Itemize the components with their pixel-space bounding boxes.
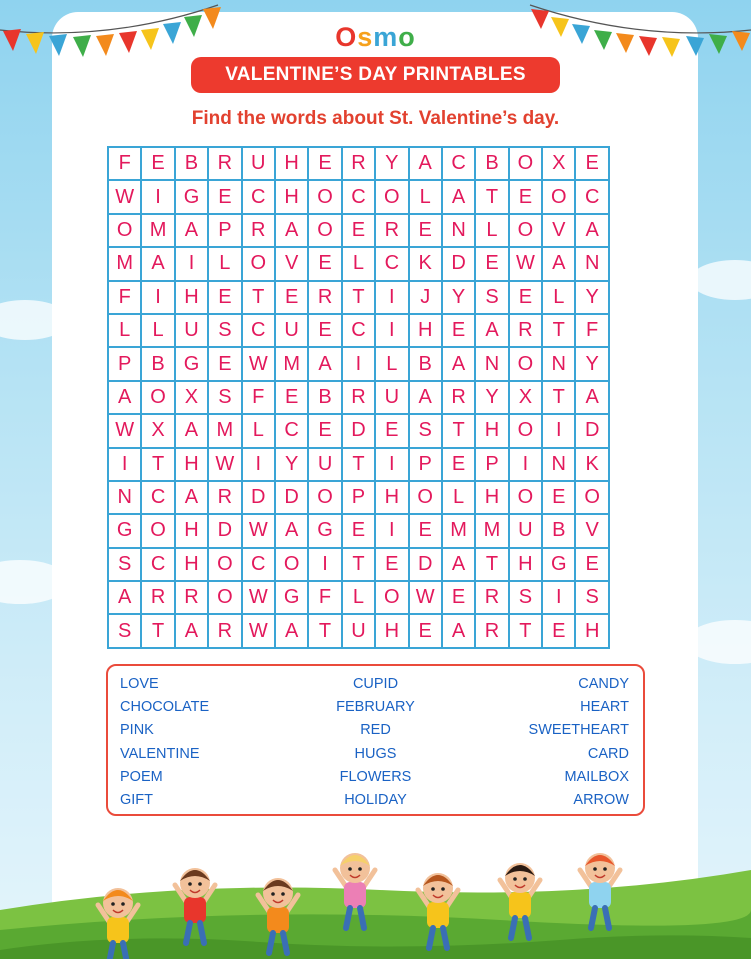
grid-cell: W (109, 415, 142, 448)
grid-cell: O (510, 348, 543, 381)
grid-cell: E (410, 215, 443, 248)
grid-cell: E (443, 315, 476, 348)
grid-cell: X (510, 382, 543, 415)
grid-cell: D (343, 415, 376, 448)
grid-cell: E (276, 382, 309, 415)
grid-cell: R (343, 382, 376, 415)
grid-cell: E (443, 582, 476, 615)
grid-cell: M (443, 515, 476, 548)
instructions: Find the words about St. Valentine’s day. (191, 108, 560, 129)
grid-cell: E (343, 515, 376, 548)
grid-cell: L (243, 415, 276, 448)
grid-cell: A (176, 215, 209, 248)
grid-cell: N (476, 348, 509, 381)
grid-cell: B (476, 148, 509, 181)
grid-cell: I (543, 415, 576, 448)
grid-cell: G (276, 582, 309, 615)
word-list-item: GIFT (120, 792, 154, 808)
grid-cell: H (276, 181, 309, 214)
word-list-item: FEBRUARY (336, 699, 415, 716)
grid-cell: Y (576, 348, 609, 381)
grid-cell: E (510, 282, 543, 315)
grid-cell: N (443, 215, 476, 248)
grid-cell: L (109, 315, 142, 348)
grid-cell: D (243, 482, 276, 515)
grid-cell: I (543, 582, 576, 615)
grid-cell: A (576, 382, 609, 415)
osmo-logo (0, 22, 751, 53)
grid-cell: Y (376, 148, 409, 181)
grid-cell: W (109, 181, 142, 214)
grid-cell: H (410, 315, 443, 348)
grid-cell: T (142, 615, 175, 648)
grid-cell: X (176, 382, 209, 415)
grid-cell: X (142, 415, 175, 448)
grid-cell: O (209, 582, 242, 615)
grid-cell: R (209, 615, 242, 648)
grid-cell: B (142, 348, 175, 381)
grid-cell: L (343, 248, 376, 281)
grid-cell: H (176, 282, 209, 315)
word-list-item: MAILBOX (564, 768, 629, 785)
grid-cell: C (142, 549, 175, 582)
grid-cell: M (209, 415, 242, 448)
grid-cell: S (209, 315, 242, 348)
grid-cell: A (176, 615, 209, 648)
grid-cell: H (176, 515, 209, 548)
grid-cell: M (276, 348, 309, 381)
grid-cell: C (276, 415, 309, 448)
word-list-item: ARROW (573, 792, 629, 808)
grid-cell: L (443, 482, 476, 515)
grid-cell: I (376, 315, 409, 348)
grid-cell: C (343, 315, 376, 348)
grid-cell: S (109, 615, 142, 648)
grid-cell: Y (576, 282, 609, 315)
word-list-item: HEART (580, 699, 629, 716)
grid-cell: Y (476, 382, 509, 415)
grid-cell: R (443, 382, 476, 415)
grid-cell: D (209, 515, 242, 548)
grid-cell: C (243, 549, 276, 582)
grid-cell: O (376, 582, 409, 615)
grid-cell: E (309, 248, 342, 281)
grid-cell: W (410, 582, 443, 615)
grid-cell: O (510, 148, 543, 181)
grid-cell: I (510, 449, 543, 482)
grid-cell: V (543, 215, 576, 248)
grid-cell: A (176, 482, 209, 515)
grid-cell: R (476, 615, 509, 648)
word-list-item: FLOWERS (339, 768, 412, 785)
grid-cell: E (576, 549, 609, 582)
grid-cell: O (109, 215, 142, 248)
grid-cell: E (543, 615, 576, 648)
grid-cell: A (142, 248, 175, 281)
grid-cell: I (376, 449, 409, 482)
grid-cell: W (243, 582, 276, 615)
grid-cell: I (142, 181, 175, 214)
grid-cell: E (510, 181, 543, 214)
grid-cell: R (309, 282, 342, 315)
word-list-item: CARD (587, 745, 629, 762)
grid-cell: I (376, 282, 409, 315)
grid-cell: E (309, 415, 342, 448)
word-list-item: CANDY (578, 676, 629, 692)
word-list (106, 664, 645, 816)
grid-cell: M (476, 515, 509, 548)
grid-cell: O (543, 181, 576, 214)
grid-cell: I (109, 449, 142, 482)
grid-cell: D (576, 415, 609, 448)
grid-cell: R (476, 582, 509, 615)
word-search-grid (107, 146, 610, 649)
grid-cell: T (543, 315, 576, 348)
grid-cell: O (142, 515, 175, 548)
grid-cell: E (410, 515, 443, 548)
grid-cell: H (276, 148, 309, 181)
grid-cell: A (443, 549, 476, 582)
grid-cell: G (176, 348, 209, 381)
grid-cell: T (343, 549, 376, 582)
grid-cell: R (510, 315, 543, 348)
grid-cell: C (243, 315, 276, 348)
grid-cell: K (576, 449, 609, 482)
cloud (690, 260, 751, 300)
grid-cell: R (343, 148, 376, 181)
logo-letter: m (373, 22, 399, 52)
grid-cell: F (109, 148, 142, 181)
grid-cell: O (410, 482, 443, 515)
word-list-item: SWEETHEART (528, 722, 629, 739)
grid-cell: O (510, 215, 543, 248)
word-list-item: VALENTINE (120, 745, 200, 762)
grid-cell: C (376, 248, 409, 281)
page-title-banner: VALENTINE’S DAY PRINTABLES (191, 57, 560, 93)
grid-cell: R (176, 582, 209, 615)
grid-cell: U (276, 315, 309, 348)
word-list-item: HUGS (354, 745, 397, 762)
grid-cell: C (343, 181, 376, 214)
grid-cell: O (309, 482, 342, 515)
grid-cell: A (309, 348, 342, 381)
grid-cell: D (443, 248, 476, 281)
grid-cell: L (142, 315, 175, 348)
grid-cell: U (176, 315, 209, 348)
grid-cell: G (176, 181, 209, 214)
grid-cell: U (243, 148, 276, 181)
grid-cell: L (543, 282, 576, 315)
grid-cell: I (243, 449, 276, 482)
grid-cell: J (410, 282, 443, 315)
grid-cell: F (576, 315, 609, 348)
grid-cell: P (476, 449, 509, 482)
grid-cell: A (276, 215, 309, 248)
grid-cell: G (543, 549, 576, 582)
grid-cell: E (476, 248, 509, 281)
grid-cell: A (176, 415, 209, 448)
grid-cell: R (243, 215, 276, 248)
grid-cell: S (410, 415, 443, 448)
grid-cell: E (576, 148, 609, 181)
grid-cell: C (443, 148, 476, 181)
grid-cell: T (476, 181, 509, 214)
grid-cell: R (209, 148, 242, 181)
grid-cell: T (510, 615, 543, 648)
grid-cell: E (376, 415, 409, 448)
grid-cell: W (243, 515, 276, 548)
grid-cell: B (543, 515, 576, 548)
meadow-scene (0, 820, 751, 959)
grid-cell: T (443, 415, 476, 448)
grid-cell: E (376, 549, 409, 582)
grid-cell: E (410, 615, 443, 648)
word-list-item: LOVE (120, 676, 159, 692)
grid-cell: P (410, 449, 443, 482)
grid-cell: O (576, 482, 609, 515)
grid-cell: T (476, 549, 509, 582)
grid-cell: D (276, 482, 309, 515)
grid-cell: E (443, 449, 476, 482)
grid-cell: U (343, 615, 376, 648)
grid-cell: A (276, 515, 309, 548)
grid-cell: E (209, 348, 242, 381)
grid-cell: E (309, 315, 342, 348)
grid-cell: I (376, 515, 409, 548)
grid-cell: M (109, 248, 142, 281)
grid-cell: K (410, 248, 443, 281)
grid-cell: T (309, 615, 342, 648)
grid-cell: S (476, 282, 509, 315)
grid-cell: U (510, 515, 543, 548)
grid-cell: A (410, 148, 443, 181)
grid-cell: O (376, 181, 409, 214)
grid-cell: A (476, 315, 509, 348)
grid-cell: F (109, 282, 142, 315)
word-list-item: CUPID (352, 676, 399, 692)
grid-cell: E (209, 181, 242, 214)
grid-cell: A (443, 181, 476, 214)
grid-cell: D (410, 549, 443, 582)
grid-cell: X (543, 148, 576, 181)
grid-cell: H (476, 415, 509, 448)
grid-cell: H (376, 482, 409, 515)
grid-cell: I (176, 248, 209, 281)
grid-cell: H (176, 449, 209, 482)
grid-cell: L (376, 348, 409, 381)
grid-cell: H (476, 482, 509, 515)
grid-cell: A (543, 248, 576, 281)
grid-cell: P (343, 482, 376, 515)
grid-cell: S (510, 582, 543, 615)
grid-cell: U (309, 449, 342, 482)
grid-cell: H (376, 615, 409, 648)
grid-cell: H (176, 549, 209, 582)
grid-cell: N (109, 482, 142, 515)
grid-cell: F (309, 582, 342, 615)
grid-cell: L (209, 248, 242, 281)
grid-cell: G (309, 515, 342, 548)
grid-cell: H (510, 549, 543, 582)
grid-cell: S (576, 582, 609, 615)
word-list-item: CHOCOLATE (120, 699, 210, 716)
grid-cell: W (510, 248, 543, 281)
grid-cell: L (476, 215, 509, 248)
grid-cell: M (142, 215, 175, 248)
grid-cell: A (443, 615, 476, 648)
grid-cell: I (309, 549, 342, 582)
grid-cell: F (243, 382, 276, 415)
grid-cell: U (376, 382, 409, 415)
grid-cell: N (576, 248, 609, 281)
grid-cell: B (176, 148, 209, 181)
grid-cell: O (309, 181, 342, 214)
grid-cell: A (109, 582, 142, 615)
grid-cell: C (243, 181, 276, 214)
logo-letter: s (357, 22, 374, 52)
grid-cell: O (209, 549, 242, 582)
grid-cell: A (276, 615, 309, 648)
grid-cell: P (109, 348, 142, 381)
logo-letter: O (335, 22, 358, 52)
grid-cell: I (343, 348, 376, 381)
grid-cell: W (243, 348, 276, 381)
grid-cell: I (142, 282, 175, 315)
grid-cell: A (410, 382, 443, 415)
word-list-item: RED (360, 722, 391, 739)
grid-cell: E (209, 282, 242, 315)
word-list-item: PINK (120, 722, 154, 739)
grid-cell: R (376, 215, 409, 248)
grid-cell: L (410, 181, 443, 214)
grid-cell: W (209, 449, 242, 482)
grid-cell: G (109, 515, 142, 548)
word-list-item: POEM (120, 768, 163, 785)
grid-cell: R (142, 582, 175, 615)
grid-cell: E (309, 148, 342, 181)
grid-cell: A (109, 382, 142, 415)
grid-cell: O (243, 248, 276, 281)
grid-cell: S (209, 382, 242, 415)
grid-cell: N (543, 348, 576, 381)
logo-letter: o (398, 22, 416, 52)
grid-cell: B (309, 382, 342, 415)
grid-cell: T (543, 382, 576, 415)
grid-cell: T (243, 282, 276, 315)
grid-cell: B (410, 348, 443, 381)
grid-cell: C (576, 181, 609, 214)
grid-cell: E (343, 215, 376, 248)
grid-cell: E (276, 282, 309, 315)
grid-cell: O (276, 549, 309, 582)
word-list-item: HOLIDAY (344, 792, 407, 808)
grid-cell: C (142, 482, 175, 515)
grid-cell: Y (443, 282, 476, 315)
grid-cell: O (510, 482, 543, 515)
grid-cell: A (443, 348, 476, 381)
grid-cell: P (209, 215, 242, 248)
grid-cell: E (142, 148, 175, 181)
grid-cell: A (576, 215, 609, 248)
grid-cell: Y (276, 449, 309, 482)
grid-cell: T (343, 282, 376, 315)
grid-cell: V (276, 248, 309, 281)
grid-cell: O (142, 382, 175, 415)
grid-cell: E (543, 482, 576, 515)
grid-cell: V (576, 515, 609, 548)
grid-cell: O (510, 415, 543, 448)
grid-cell: W (243, 615, 276, 648)
grid-cell: L (343, 582, 376, 615)
grid-cell: R (209, 482, 242, 515)
grid-cell: T (142, 449, 175, 482)
grid-cell: T (343, 449, 376, 482)
grid-cell: H (576, 615, 609, 648)
grid-cell: N (543, 449, 576, 482)
grid-cell: S (109, 549, 142, 582)
grid-cell: O (309, 215, 342, 248)
